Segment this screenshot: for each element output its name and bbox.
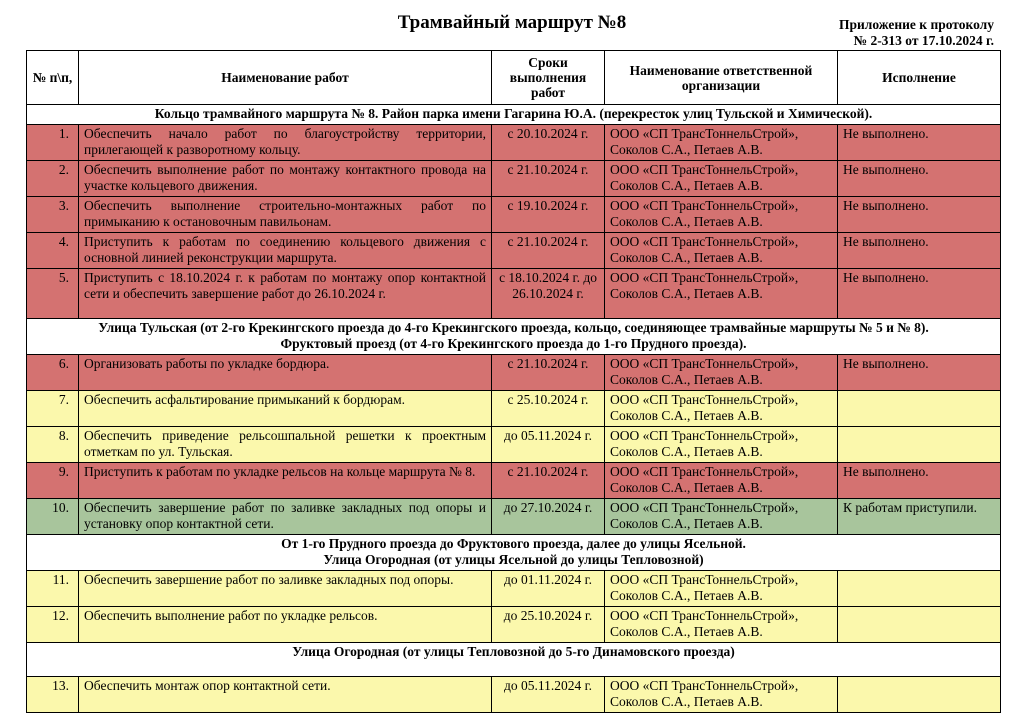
row-terms: с 21.10.2024 г. — [492, 160, 605, 196]
row-org — [605, 232, 838, 268]
row-num: 4. — [27, 232, 79, 268]
org-name: ООО «СП ТрансТоннельСтрой», — [610, 607, 799, 623]
row-work: Обеспечить завершение работ по заливке закладных под опоры. — [79, 570, 492, 606]
org-name: ООО «СП ТрансТоннельСтрой», — [610, 125, 799, 141]
org-name: ООО «СП ТрансТоннельСтрой», — [610, 355, 799, 371]
table-row — [27, 268, 1001, 318]
section-row — [27, 318, 1001, 354]
document-title: Трамвайный маршрут №8 — [397, 12, 627, 33]
row-terms: до 05.11.2024 г. — [492, 426, 605, 462]
header-exec: Исполнение — [838, 51, 1001, 105]
org-name: ООО «СП ТрансТоннельСтрой», — [610, 161, 799, 177]
row-terms: с 20.10.2024 г. — [492, 124, 605, 160]
table-row — [27, 390, 1001, 426]
row-num: 13. — [27, 676, 79, 712]
org-persons: Соколов С.А., Петаев А.В. — [610, 142, 763, 157]
table-row — [27, 160, 1001, 196]
row-work: Обеспечить выполнение строительно-монтажных работ по примыканию к остановочным павильонам. — [79, 196, 492, 232]
annex-line-1: Приложение к протоколу — [838, 17, 994, 32]
row-work: Приступить с 18.10.2024 г. к работам по монтажу опор контактной сети и обеспечить завершение работ до 26.10.2024 г. — [79, 268, 492, 318]
section-row — [27, 534, 1001, 570]
header-terms: Сроки выполнения работ — [492, 51, 605, 105]
row-org — [605, 160, 838, 196]
row-exec: Не выполнено. — [838, 124, 1001, 160]
table-row — [27, 232, 1001, 268]
org-persons: Соколов С.А., Петаев А.В. — [610, 408, 763, 423]
row-org — [605, 426, 838, 462]
row-terms: с 21.10.2024 г. — [492, 354, 605, 390]
org-persons: Соколов С.А., Петаев А.В. — [610, 250, 763, 265]
row-terms: с 25.10.2024 г. — [492, 390, 605, 426]
org-name: ООО «СП ТрансТоннельСтрой», — [610, 499, 799, 515]
row-org — [605, 124, 838, 160]
row-num: 6. — [27, 354, 79, 390]
row-num: 5. — [27, 268, 79, 318]
org-name: ООО «СП ТрансТоннельСтрой», — [610, 571, 799, 587]
org-persons: Соколов С.А., Петаев А.В. — [610, 480, 763, 495]
row-exec: К работам приступили. — [838, 498, 1001, 534]
section-row — [27, 105, 1001, 125]
row-work: Обеспечить завершение работ по заливке закладных под опоры и установку опор контактной сети. — [79, 498, 492, 534]
table-row — [27, 570, 1001, 606]
org-persons: Соколов С.А., Петаев А.В. — [610, 694, 763, 709]
org-name: ООО «СП ТрансТоннельСтрой», — [610, 463, 799, 479]
works-table — [26, 50, 1001, 713]
row-work: Обеспечить асфальтирование примыканий к бордюрам. — [79, 390, 492, 426]
org-persons: Соколов С.А., Петаев А.В. — [610, 516, 763, 531]
table-row — [27, 498, 1001, 534]
row-exec: Не выполнено. — [838, 160, 1001, 196]
row-num: 3. — [27, 196, 79, 232]
section-heading — [27, 318, 1001, 354]
row-num: 1. — [27, 124, 79, 160]
org-persons: Соколов С.А., Петаев А.В. — [610, 178, 763, 193]
row-work: Обеспечить выполнение работ по укладке рельсов. — [79, 606, 492, 642]
row-exec: Не выполнено. — [838, 232, 1001, 268]
row-work: Приступить к работам по укладке рельсов на кольце маршрута № 8. — [79, 462, 492, 498]
row-work: Обеспечить приведение рельсошпальной решетки к проектным отметкам по ул. Тульская. — [79, 426, 492, 462]
row-terms: с 18.10.2024 г. до 26.10.2024 г. — [492, 268, 605, 318]
row-work: Обеспечить монтаж опор контактной сети. — [79, 676, 492, 712]
row-exec: Не выполнено. — [838, 354, 1001, 390]
row-org — [605, 196, 838, 232]
row-org — [605, 676, 838, 712]
row-work: Организовать работы по укладке бордюра. — [79, 354, 492, 390]
row-num: 9. — [27, 462, 79, 498]
org-persons: Соколов С.А., Петаев А.В. — [610, 588, 763, 603]
row-org — [605, 462, 838, 498]
table-row — [27, 124, 1001, 160]
row-work: Обеспечить начало работ по благоустройству территории, прилегающей к разворотному кольцу. — [79, 124, 492, 160]
row-terms: до 25.10.2024 г. — [492, 606, 605, 642]
row-exec — [838, 570, 1001, 606]
row-terms: до 05.11.2024 г. — [492, 676, 605, 712]
row-num: 11. — [27, 570, 79, 606]
section-line: От 1-го Прудного проезда до Фруктового проезда, далее до улицы Ясельной. — [281, 535, 746, 551]
row-num: 8. — [27, 426, 79, 462]
row-terms: до 01.11.2024 г. — [492, 570, 605, 606]
table-row — [27, 676, 1001, 712]
row-num: 10. — [27, 498, 79, 534]
section-heading — [27, 105, 1001, 125]
table-row — [27, 354, 1001, 390]
header-work: Наименование работ — [79, 51, 492, 105]
header-org: Наименование ответственной организации — [605, 51, 838, 105]
table-row — [27, 426, 1001, 462]
org-name: ООО «СП ТрансТоннельСтрой», — [610, 197, 799, 213]
org-name: ООО «СП ТрансТоннельСтрой», — [610, 427, 799, 443]
org-persons: Соколов С.А., Петаев А.В. — [610, 624, 763, 639]
section-line: Кольцо трамвайного маршрута № 8. Район парка имени Гагарина Ю.А. (перекресток улиц Тульской и Химической). — [154, 106, 873, 121]
row-exec — [838, 606, 1001, 642]
section-heading — [27, 642, 1001, 676]
row-exec — [838, 426, 1001, 462]
org-name: ООО «СП ТрансТоннельСтрой», — [610, 233, 799, 249]
row-org — [605, 268, 838, 318]
table-row — [27, 196, 1001, 232]
annex-line-2: № 2-313 от 17.10.2024 г. — [853, 33, 994, 48]
row-terms: с 19.10.2024 г. — [492, 196, 605, 232]
section-line: Фруктовый проезд (от 4-го Крекингского проезда до 1-го Прудного проезда). — [280, 336, 747, 351]
org-name: ООО «СП ТрансТоннельСтрой», — [610, 391, 799, 407]
section-heading — [27, 534, 1001, 570]
org-persons: Соколов С.А., Петаев А.В. — [610, 372, 763, 387]
row-work: Приступить к работам по соединению кольцевого движения с основной линией реконструкции маршрута. — [79, 232, 492, 268]
org-persons: Соколов С.А., Петаев А.В. — [610, 286, 763, 301]
section-row — [27, 642, 1001, 676]
table-row — [27, 606, 1001, 642]
row-work: Обеспечить выполнение работ по монтажу контактного провода на участке кольцевого движения. — [79, 160, 492, 196]
row-exec — [838, 390, 1001, 426]
section-line: Улица Тульская (от 2-го Крекингского проезда до 4-го Крекингского проезда, кольцо, соединяющее трамвайные маршруты № 5 и № 8). — [98, 319, 929, 335]
table-header-row — [27, 51, 1001, 105]
row-terms: с 21.10.2024 г. — [492, 232, 605, 268]
row-exec: Не выполнено. — [838, 196, 1001, 232]
org-persons: Соколов С.А., Петаев А.В. — [610, 444, 763, 459]
row-org — [605, 390, 838, 426]
header-num: № п\п, — [27, 51, 79, 105]
row-exec: Не выполнено. — [838, 268, 1001, 318]
org-name: ООО «СП ТрансТоннельСтрой», — [610, 677, 799, 693]
org-name: ООО «СП ТрансТоннельСтрой», — [610, 269, 799, 285]
section-line: Улица Огородная (от улицы Тепловозной до 5-го Динамовского проезда) — [292, 643, 735, 659]
row-num: 2. — [27, 160, 79, 196]
row-exec — [838, 676, 1001, 712]
row-org — [605, 570, 838, 606]
row-org — [605, 498, 838, 534]
org-persons: Соколов С.А., Петаев А.В. — [610, 214, 763, 229]
section-line: Улица Огородная (от улицы Ясельной до улицы Тепловозной) — [323, 552, 704, 567]
table-row — [27, 462, 1001, 498]
row-num: 12. — [27, 606, 79, 642]
protocol-annex-note — [839, 17, 994, 49]
row-num: 7. — [27, 390, 79, 426]
row-exec: Не выполнено. — [838, 462, 1001, 498]
row-org — [605, 354, 838, 390]
row-terms: до 27.10.2024 г. — [492, 498, 605, 534]
row-terms: с 21.10.2024 г. — [492, 462, 605, 498]
row-org — [605, 606, 838, 642]
